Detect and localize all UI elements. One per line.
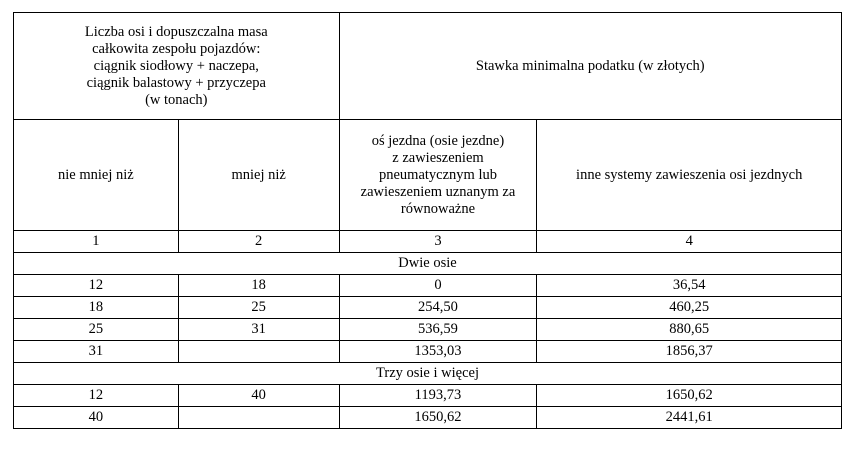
header-row-group <box>14 13 842 120</box>
table-row <box>14 275 842 297</box>
column-number: 2 <box>178 231 339 253</box>
section-title: Dwie osie <box>14 253 842 275</box>
table-row <box>14 385 842 407</box>
section-row <box>14 363 842 385</box>
table-cell: 18 <box>178 275 339 297</box>
header-axles-mass <box>14 13 340 120</box>
header-not-less-than: nie mniej niż <box>14 120 179 231</box>
table-cell: 880,65 <box>537 319 842 341</box>
table-cell: 31 <box>178 319 339 341</box>
header-line: pneumatycznym lub <box>378 166 497 183</box>
header-line: z zawieszeniem <box>392 149 484 166</box>
table-row <box>14 319 842 341</box>
table-row <box>14 297 842 319</box>
column-number: 3 <box>339 231 537 253</box>
header-less-than: mniej niż <box>178 120 339 231</box>
column-number: 4 <box>537 231 842 253</box>
header-line: Liczba osi i dopuszczalna masa <box>84 23 268 40</box>
table-cell: 460,25 <box>537 297 842 319</box>
table-cell: 0 <box>339 275 537 297</box>
table-cell: 40 <box>178 385 339 407</box>
table-cell: 1856,37 <box>537 341 842 363</box>
column-numbers-row <box>14 231 842 253</box>
header-pneumatic-suspension <box>339 120 537 231</box>
table-cell: 31 <box>14 341 179 363</box>
table-cell <box>178 407 339 429</box>
table-cell: 1353,03 <box>339 341 537 363</box>
table-cell: 1650,62 <box>537 385 842 407</box>
table-cell: 1193,73 <box>339 385 537 407</box>
table-cell: 40 <box>14 407 179 429</box>
header-line: oś jezdna (osie jezdne) <box>371 132 505 149</box>
section-row <box>14 253 842 275</box>
header-line: zawieszeniem uznanym za <box>360 183 516 200</box>
table-row <box>14 341 842 363</box>
header-line: ciągnik balastowy + przyczepa <box>86 74 266 91</box>
header-line: równoważne <box>400 200 476 217</box>
table-cell: 25 <box>178 297 339 319</box>
header-row-columns <box>14 120 842 231</box>
table-cell: 36,54 <box>537 275 842 297</box>
table-cell: 12 <box>14 275 179 297</box>
header-other-suspension: inne systemy zawieszenia osi jezdnych <box>537 120 842 231</box>
table-cell <box>178 341 339 363</box>
table-cell: 1650,62 <box>339 407 537 429</box>
header-line: ciągnik siodłowy + naczepa, <box>93 57 259 74</box>
table-cell: 536,59 <box>339 319 537 341</box>
column-number: 1 <box>14 231 179 253</box>
table-cell: 25 <box>14 319 179 341</box>
header-line: całkowita zespołu pojazdów: <box>92 40 261 57</box>
table-cell: 2441,61 <box>537 407 842 429</box>
tax-rate-table <box>13 12 842 429</box>
header-min-tax-rate: Stawka minimalna podatku (w złotych) <box>339 13 841 120</box>
table-cell: 18 <box>14 297 179 319</box>
section-title: Trzy osie i więcej <box>14 363 842 385</box>
header-line: (w tonach) <box>145 91 208 108</box>
table-cell: 254,50 <box>339 297 537 319</box>
table-cell: 12 <box>14 385 179 407</box>
table-row <box>14 407 842 429</box>
